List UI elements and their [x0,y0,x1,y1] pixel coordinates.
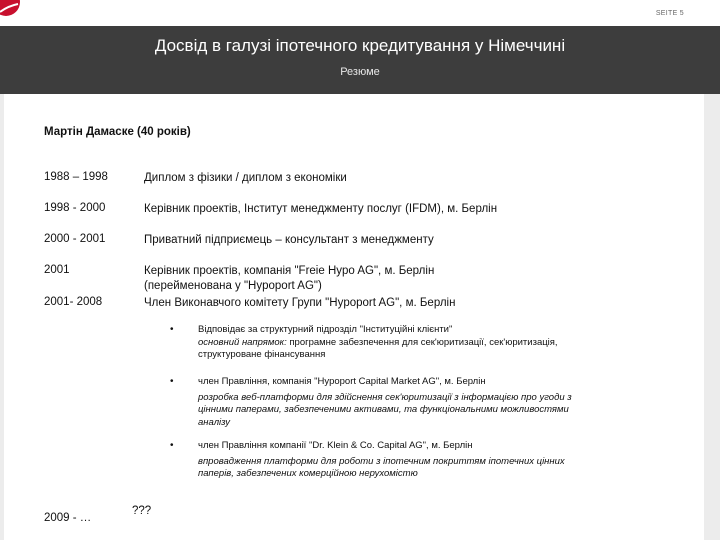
entry-years: 2009 - … [44,512,92,524]
entry-description [144,264,704,294]
bullet-block [198,376,678,429]
bullet-line: Відповідає за структурний підрозділ "Інституційні клієнти" [198,324,453,335]
entry-years: 1998 - 2000 [44,202,106,214]
bullet-block [198,324,678,362]
entry-description: ??? [132,505,152,517]
bullet-block [198,440,678,481]
bullet-line [198,337,678,350]
bullet-line: структуроване фінансування [198,349,326,360]
bullet-line: паперів, забезпечених комерційною нерухомістю [198,468,418,479]
bullet-icon: • [170,440,174,451]
bullet-line: член Правління, компанія "Hypoport Capital Market AG", м. Берлін [198,376,486,387]
bullet-icon: • [170,376,174,387]
bullet-line: аналізу [198,416,231,428]
entry-years: 2001- 2008 [44,296,103,308]
page-number: SEITE 5 [655,10,684,17]
bullet-text: програмне забезпечення для сек'юритизації, сек'юритизація, [286,336,558,348]
bullet-line: член Правління компанії "Dr. Klein & Co. Capital AG", м. Берлін [198,440,473,451]
title-banner [0,26,720,94]
entry-description: Керівник проектів, Інститут менеджменту послуг (IFDM), м. Берлін [144,203,498,215]
entry-description-line: Керівник проектів, компанія "Freie Hypo AG", м. Берлін [144,265,435,277]
bullet-line: розробка веб-платформи для здійснення сек'юритизації з інформацією про угоди з [198,391,572,403]
entry-description: Приватний підприємець – консультант з менеджменту [144,234,434,246]
bullet-line: впровадження платформи для роботи з іпотечним покриттям іпотечних цінних [198,455,565,467]
page-subtitle: Резюме [340,66,380,78]
entry-years: 2001 [44,264,70,276]
entry-description: Член Виконавчого комітету Групи "Hypoport AG", м. Берлін [144,297,456,309]
person-heading: Мартін Дамаске (40 років) [44,126,191,138]
page-title: Досвід в галузі іпотечного кредитування у Німеччині [154,36,566,55]
bullet-icon: • [170,324,174,335]
entry-description: Диплом з фізики / диплом з економіки [144,172,347,184]
entry-description-line: (перейменована у "Hypoport AG") [144,280,322,292]
bullet-line: цінними паперами, забезпеченими активами, та функціональними можливостями [198,404,569,415]
top-bar [0,0,720,26]
entry-years: 1988 – 1998 [44,171,108,183]
entry-years: 2000 - 2001 [44,233,106,245]
company-logo-icon [0,0,20,20]
bullet-label: основний напрямок: [198,336,287,348]
